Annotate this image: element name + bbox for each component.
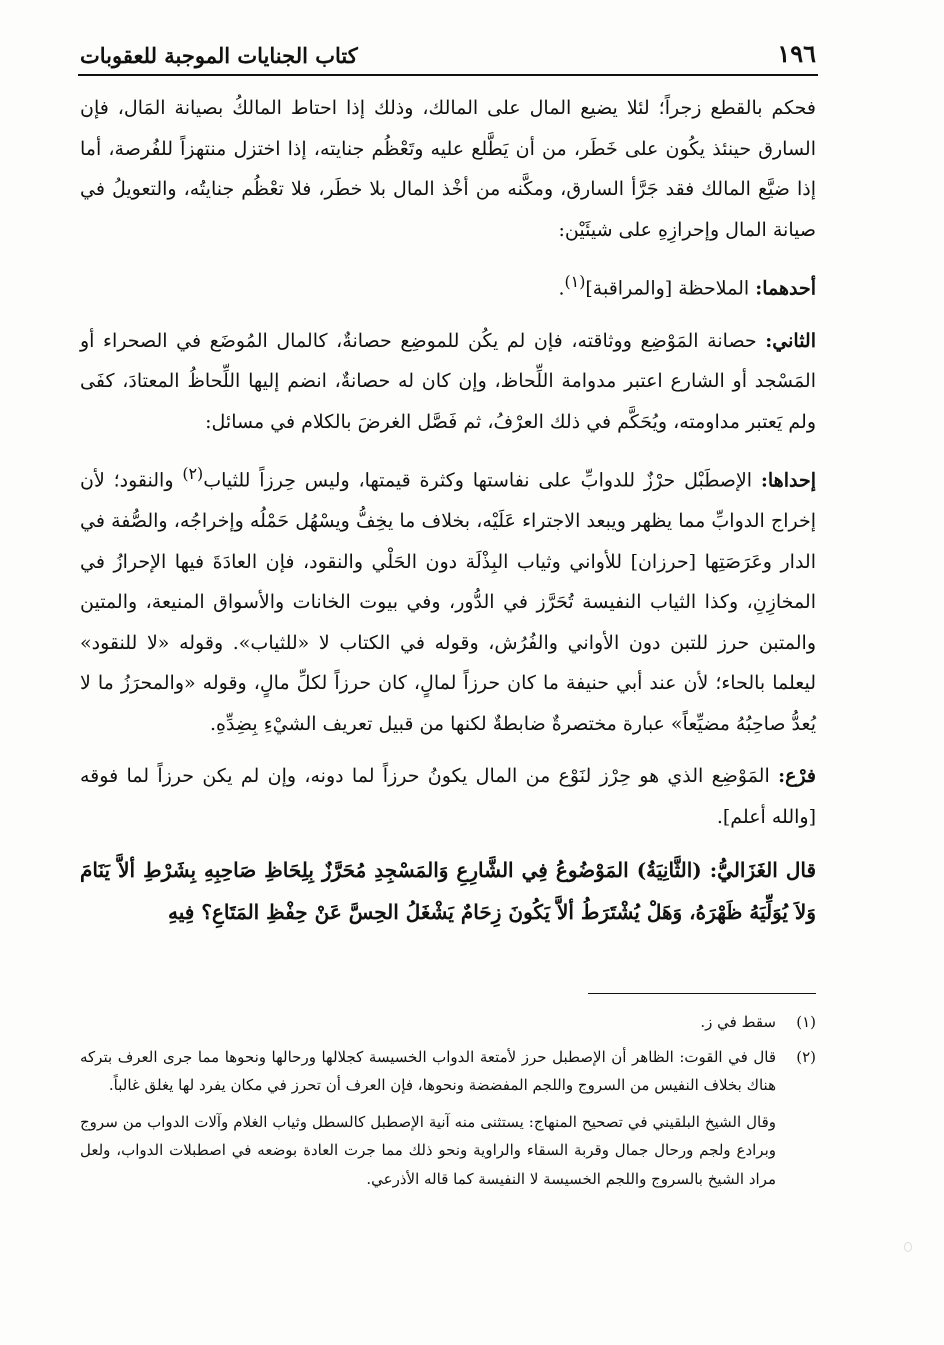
running-title: كتاب الجنايات الموجبة للعقوبات <box>80 43 358 68</box>
paragraph-lead: إحداها: <box>760 469 816 492</box>
matn-paragraph <box>80 849 816 933</box>
paragraph-lead: أحدهما: <box>755 277 816 300</box>
footnote-text: سقط في ز. <box>700 1013 776 1031</box>
paragraph <box>80 756 816 837</box>
main-text <box>80 88 816 945</box>
footnotes <box>80 1008 816 1193</box>
paragraph-text: فحكم بالقطع زجراً؛ لئلا يضيع المال على المالك، وذلك إذا احتاط المالكُ بصيانة المَال، فإن السارق حينئذ يكُون على خَطَر، من أن يَطَّلع عليه وتَعْظُم جنايته، إذا اختزل منتهزاً للفُرصة، أما إذا ضيَّع المالك فقد جَرَّأ السارق، ومكَّنه من أخْذ المال بلا خطَر، فلا تعْظُم جنايتُه، والتعويلُ في صيانة المال وإحرازِهِ على شيئَيْن: <box>80 97 816 241</box>
paragraph-text: (الثَّانِيَةُ) المَوْضُوعُ فِي الشَّارِعِ وَالمَسْجِدِ مُحَرَّزٌ بِلِحَاظِ صَاحِبِهِ بِشَرْطِ ألاَّ يَنَامَ وَلاَ يُوَلِّيَهُ ظَهْرَهُ، وَهَلْ يُشْتَرَطُ ألاَّ يَكُونَ زِحَامٌ يَشْغَلُ الحِسَّ عَنْ حِفْظِ المَتَاعِ؟ فِيهِ <box>80 858 816 925</box>
paragraph-lead: فرْع: <box>778 765 816 788</box>
footnote-text: قال في القوت: الظاهر أن الإصطبل حرز لأمتعة الدواب الخسيسة كجلالها ورحالها ونحوها مما جرى العرف بتركه هناك بخلاف النفيس من السروج واللجم المفضضة ونحوها، فإن العرف أن تحرز في مكان يفرد لها يغلق غالباً. <box>80 1047 776 1094</box>
paragraph-lead: الثاني: <box>765 329 816 352</box>
page-header <box>78 36 818 76</box>
paragraph-lead: قال الغَزَاليُّ: <box>709 858 817 883</box>
footnote-number: (٢) <box>796 1047 816 1066</box>
paragraph <box>80 321 816 443</box>
paragraph-text: المَوْضِع الذي هو حِرْز لنَوْع من المال يكونُ حرزاً لما دونه، وإن لم يكن حرزاً لما فوقه [والله أعلم]. <box>80 765 816 828</box>
paragraph <box>80 262 816 309</box>
paragraph-text: الملاحظة [والمراقبة] <box>585 277 750 300</box>
paragraph-text: حصانة المَوْضِع ووثاقته، فإن لم يكُن للموضِع حصانةٌ، كالمال المُوضَع في الصحراء أو المَسْجد أو الشارع اعتبر مدوامة اللِّحاظ، وإن كان له حصانةٌ، انضم إليها اللِّحاظُ المعتادَ، كفَى ولم يَعتبر مداومته، ويُحَكَّم في ذلك العرْفُ، ثم فَصَّل الغرضَ بالكلام في مسائل: <box>80 329 816 433</box>
footnote <box>80 1043 816 1100</box>
paragraph <box>80 454 816 744</box>
scan-mark <box>904 1242 912 1252</box>
footnote-ref[interactable]: (١) <box>564 272 586 291</box>
footnote-separator <box>588 993 816 994</box>
paragraph <box>80 88 816 250</box>
paragraph-text: والنقود؛ لأن إخراج الدوابِّ مما يظهر ويبعد الاجتراء عَلَيْه، بخلاف ما يخِفُّ ويسْهُل حَمْلُه وإخراجُه، والصُّفة في الدار وعَرَصَتِها [حرزان] للأواني وثياب البِذْلَة دون الحَلْي والنقود، فإن العادَةَ فيها الإحرازُ في المخازِنِ، وكذا الثياب النفيسة تُحَرَّز في الدُّور، وفي بيوت الخانات والأسواق المنيعة، والمتين والمتبن حرز للتبن دون الأواني والفُرُش، وقوله في الكتاب لا «للثياب». وقوله «لا للنقود» ليعلما بالحاء؛ لأن عند أبي حنيفة ما كان حرزاً لمالٍ، كان حرزاً لكلِّ مالٍ، وقوله «والمحرَزُ ما لا يُعدُّ صاحِبُهُ مضيِّعاً» عبارة مختصرةٌ ضابطةٌ لكنها من قبيل تعريف الشيْءِ بِضِدِّهِ. <box>80 469 817 735</box>
page-number: ١٩٦ <box>777 39 816 68</box>
footnote-continuation: وقال الشيخ البلقيني في تصحيح المنهاج: يستثنى منه آنية الإصطبل كالسطل وثياب الغلام وآلات الدواب من سروج وبرادع ولجم ورحال جمال وقربة السقاء والراوية ونحو ذلك مما جرت العادة بوضعه في اصطبلات الدواب، ولعل مراد الشيخ بالسروج واللجم الخسيسة لا النفيسة كما قاله الأذرعي. <box>80 1112 776 1188</box>
paragraph-end: . <box>558 277 565 300</box>
footnote-number: (١) <box>796 1013 816 1031</box>
footnote <box>80 1008 816 1037</box>
footnote-ref[interactable]: (٢) <box>182 464 204 484</box>
paragraph-text: الإصطَبْل حرْزٌ للدوابِّ على نفاستها وكثرة قيمتها، وليس حِرزاً للثياب <box>203 469 753 492</box>
